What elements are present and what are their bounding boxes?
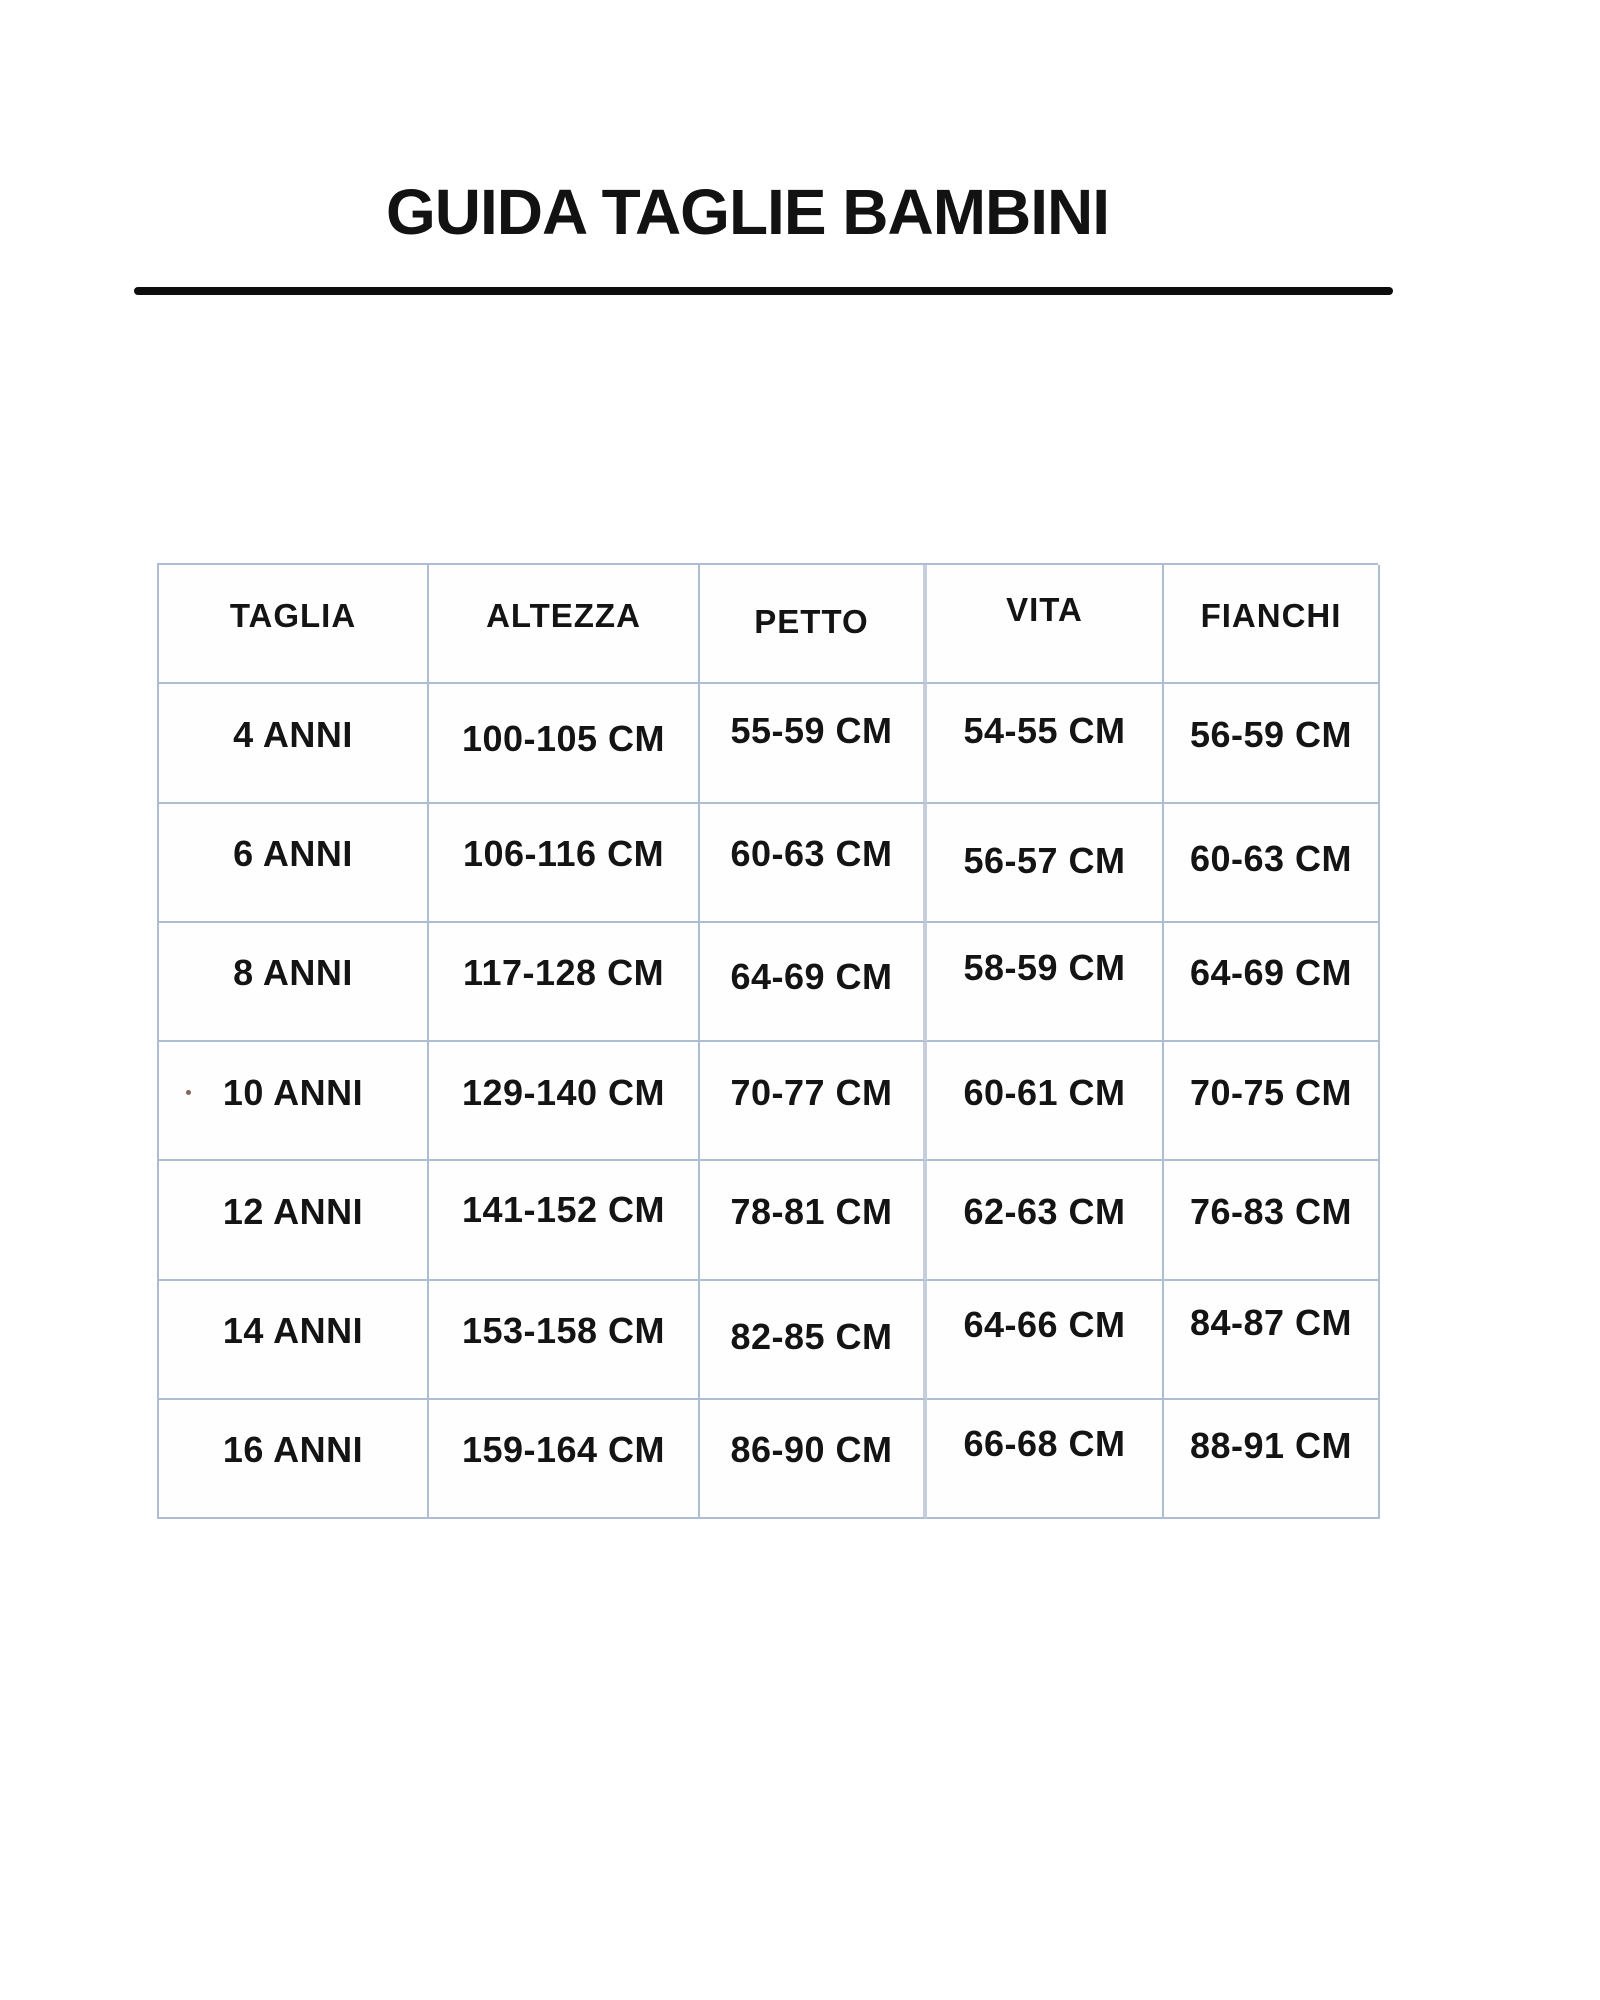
header-cell-fianchi — [1164, 565, 1380, 684]
table-cell-waist — [927, 684, 1164, 803]
table-cell-chest — [700, 1042, 927, 1161]
table-cell-chest — [700, 1161, 927, 1280]
table-cell-height — [429, 923, 700, 1042]
table-cell-chest — [700, 1281, 927, 1400]
header-cell-altezza — [429, 565, 700, 684]
cell-value: 76-83 CM — [1189, 1190, 1353, 1232]
table-cell-height — [429, 804, 700, 923]
cell-value: 4 ANNI — [233, 713, 353, 755]
table-cell-waist — [927, 1042, 1164, 1161]
table-cell-size — [159, 1281, 429, 1400]
header-label: ALTEZZA — [486, 596, 641, 634]
size-table — [157, 563, 1378, 1519]
cell-value: 16 ANNI — [222, 1429, 364, 1471]
cell-value: 159-164 CM — [461, 1429, 666, 1471]
table-cell-waist — [927, 804, 1164, 923]
page-title: GUIDA TAGLIE BAMBINI — [385, 176, 1110, 248]
cell-value: 64-69 CM — [1189, 952, 1353, 994]
cell-value: 62-63 CM — [963, 1190, 1126, 1232]
cell-value: 8 ANNI — [233, 952, 353, 994]
table-cell-hips — [1164, 804, 1380, 923]
cell-value: 70-75 CM — [1189, 1071, 1353, 1113]
header-cell-taglia — [159, 565, 429, 684]
cell-value: 10 ANNI — [222, 1071, 364, 1113]
table-cell-chest — [700, 684, 927, 803]
header-label: FIANCHI — [1200, 596, 1342, 634]
table-cell-size — [159, 804, 429, 923]
header-label: TAGLIA — [229, 596, 357, 634]
cell-value: 14 ANNI — [222, 1310, 364, 1352]
cell-value: 141-152 CM — [461, 1188, 666, 1230]
cell-value: 55-59 CM — [730, 709, 893, 751]
table-cell-height — [429, 684, 700, 803]
cell-value: 58-59 CM — [963, 947, 1126, 989]
cell-value: 84-87 CM — [1189, 1302, 1353, 1344]
table-cell-chest — [700, 804, 927, 923]
cell-value: 60-61 CM — [963, 1071, 1126, 1113]
table-cell-hips — [1164, 684, 1380, 803]
cell-value: 60-63 CM — [730, 833, 893, 875]
table-cell-waist — [927, 1161, 1164, 1280]
table-cell-hips — [1164, 923, 1380, 1042]
table-cell-chest — [700, 1400, 927, 1519]
cell-value: 64-69 CM — [730, 956, 893, 998]
cell-value: 88-91 CM — [1189, 1425, 1353, 1467]
cell-value: 100-105 CM — [461, 717, 666, 759]
table-cell-chest — [700, 923, 927, 1042]
title-underline — [134, 287, 1393, 295]
cell-value: 56-57 CM — [963, 840, 1126, 882]
header-cell-petto — [700, 565, 927, 684]
cell-value: 56-59 CM — [1189, 713, 1353, 755]
cell-value: 70-77 CM — [730, 1071, 893, 1113]
table-cell-waist — [927, 1281, 1164, 1400]
table-cell-size — [159, 684, 429, 803]
cell-value: 6 ANNI — [233, 833, 353, 875]
cell-value: 86-90 CM — [730, 1429, 893, 1471]
table-cell-size — [159, 1161, 429, 1280]
table-cell-hips — [1164, 1042, 1380, 1161]
cell-value: 12 ANNI — [222, 1190, 364, 1232]
header-label: VITA — [1006, 590, 1083, 628]
cell-value: 78-81 CM — [730, 1190, 893, 1232]
header-label: PETTO — [754, 602, 869, 640]
table-cell-size — [159, 923, 429, 1042]
cell-value: 106-116 CM — [462, 833, 665, 875]
table-cell-waist — [927, 923, 1164, 1042]
cell-value: 54-55 CM — [963, 709, 1126, 751]
table-cell-hips — [1164, 1281, 1380, 1400]
cell-value: 129-140 CM — [461, 1071, 666, 1113]
cell-value: 60-63 CM — [1189, 838, 1353, 880]
table-cell-height — [429, 1161, 700, 1280]
table-cell-size — [159, 1400, 429, 1519]
table-cell-waist — [927, 1400, 1164, 1519]
cell-value: 117-128 CM — [462, 952, 665, 994]
cell-value: 66-68 CM — [963, 1423, 1126, 1465]
header-cell-vita — [927, 565, 1164, 684]
table-cell-size — [159, 1042, 429, 1161]
table-cell-height — [429, 1400, 700, 1519]
cell-value: 64-66 CM — [963, 1304, 1126, 1346]
table-cell-hips — [1164, 1161, 1380, 1280]
cell-value: 153-158 CM — [461, 1310, 666, 1352]
table-cell-hips — [1164, 1400, 1380, 1519]
ink-speck — [186, 1090, 191, 1095]
table-cell-height — [429, 1281, 700, 1400]
table-cell-height — [429, 1042, 700, 1161]
cell-value: 82-85 CM — [730, 1316, 893, 1358]
